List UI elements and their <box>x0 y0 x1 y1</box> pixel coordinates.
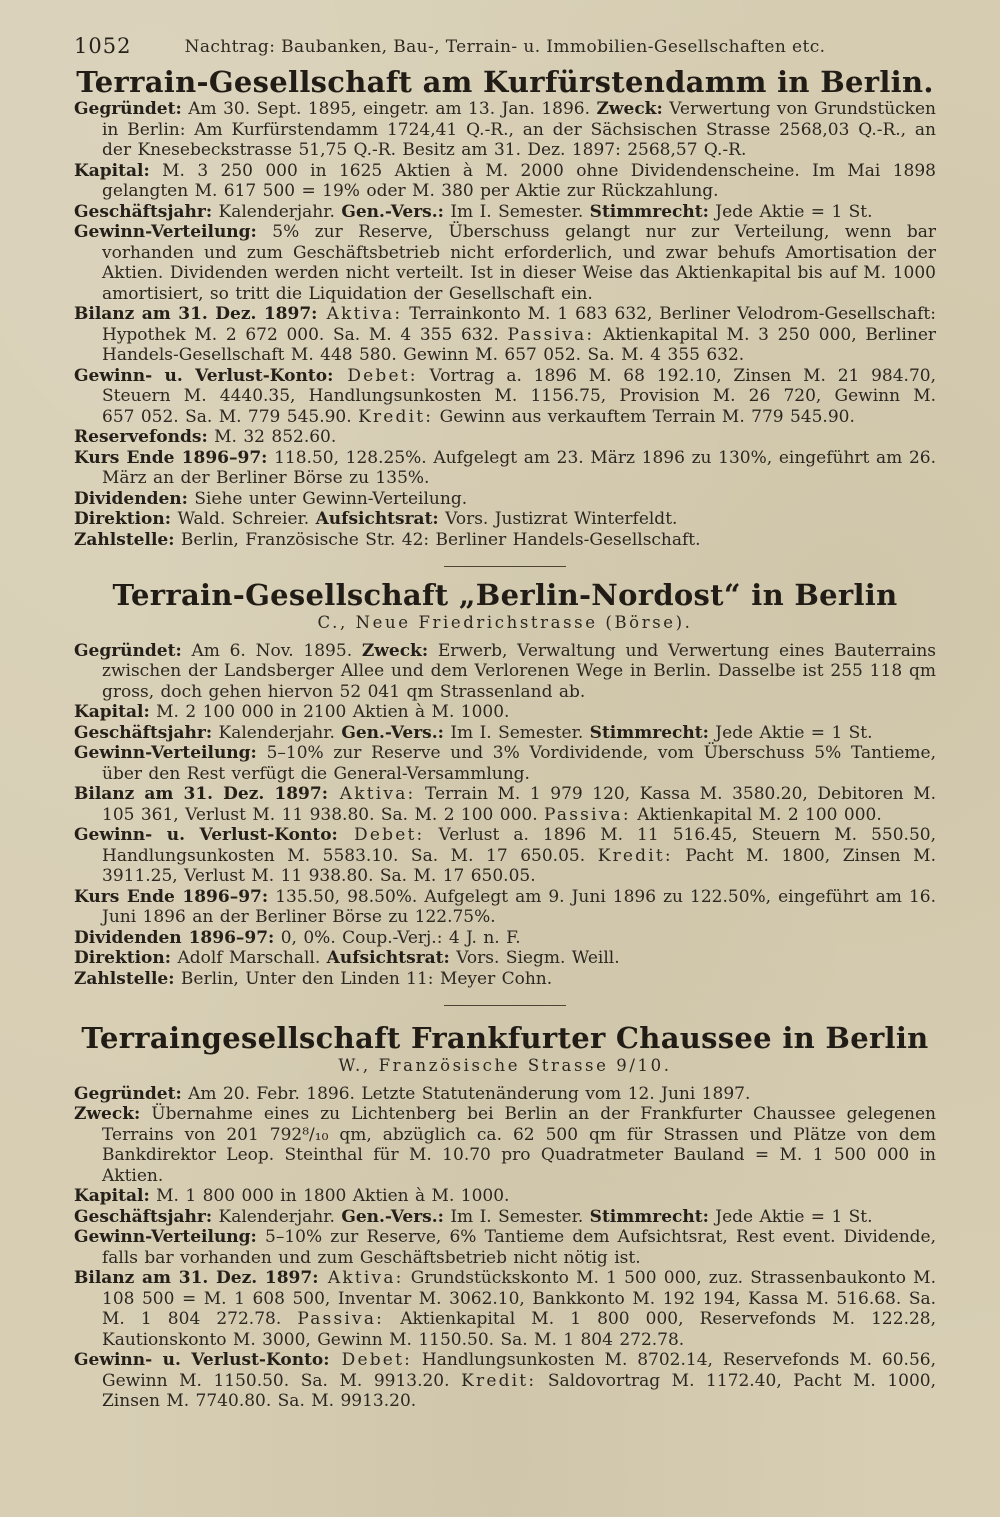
entry-title: Terrain-Gesellschaft „Berlin-Nordost“ in Berlin <box>112 578 898 613</box>
field-text: 118.50, 128.25%. Aufgelegt am 23. März 1896 zu 130%, eingeführt am 26. März an der Berliner Börse zu 135%. <box>102 447 936 489</box>
spaced-term: Debet: <box>337 825 425 846</box>
field-text: 135.50, 98.50%. Aufgelegt am 9. Juni 1896 zu 122.50%, eingeführt am 16. Juni 1896 an der Berliner Börse zu 122.75%. <box>102 886 936 928</box>
field-text: Vors. Justizrat Winterfeldt. <box>438 509 678 530</box>
spaced-term: Kredit: <box>461 1370 537 1391</box>
running-title: Nachtrag: Baubanken, Bau-, Terrain- u. Immobilien-Gesellschaften etc. <box>184 37 826 57</box>
field-text: Jede Aktie = 1 St. <box>708 1206 873 1227</box>
field-label: Bilanz am 31. Dez. 1897: <box>74 784 328 805</box>
entry-terrain-gesellschaft-berlin-nordost <box>74 579 936 989</box>
entry-body <box>74 1084 936 1412</box>
entry-paragraph <box>74 928 936 949</box>
entry-paragraph <box>74 641 936 703</box>
field-text: Siehe unter Gewinn-Verteilung. <box>187 488 468 509</box>
field-text: Aktienkapital M. 1 800 000, Reservefonds M. 122.28, Kautionskonto M. 3000, Gewinn M. 1150.50. Sa. M. 1 804 272.78. <box>102 1309 937 1350</box>
field-text: 5–10% zur Reserve und 3% Vordividende, vom Überschuss 5% Tantieme, über den Rest verfügt die General-Versammlung. <box>102 743 936 784</box>
running-header <box>74 34 936 60</box>
page-number: 1052 <box>74 34 132 58</box>
entry-paragraph <box>74 161 936 202</box>
field-label: Gen.-Vers.: <box>341 722 444 743</box>
field-text: Wald. Schreier. <box>171 509 316 530</box>
field-label: Gegründet: <box>74 640 182 661</box>
entry-paragraph <box>74 509 936 530</box>
field-text: M. 3 250 000 in 1625 Aktien à M. 2000 ohne Dividendenscheine. Im Mai 1898 gelangten M. 617 500 = 19% oder M. 380 per Aktie zur Rückzahlung. <box>102 160 936 202</box>
section-divider <box>444 1005 566 1006</box>
entry-title: Terraingesellschaft Frankfurter Chaussee in Berlin <box>81 1021 929 1056</box>
field-text: Terrain M. 1 979 120, Kassa M. 3580.20, Debitoren M. 105 361, Verlust M. 11 938.80. Sa. M. 2 100 000. <box>102 784 936 825</box>
field-text: Im I. Semester. <box>443 201 590 222</box>
field-label: Reservefonds: <box>74 427 208 448</box>
spaced-term: Debet: <box>329 1350 413 1371</box>
field-label: Gewinn- u. Verlust-Konto: <box>74 365 334 386</box>
entry-body <box>74 641 936 990</box>
field-text: Im I. Semester. <box>443 722 590 743</box>
field-label: Kapital: <box>74 702 150 723</box>
field-label: Gen.-Vers.: <box>341 1206 444 1227</box>
field-text: Adolf Marschall. <box>171 948 327 969</box>
entry-paragraph <box>74 427 936 448</box>
entry-terrain-gesellschaft-kurfuerstendamm <box>74 66 936 550</box>
field-text: Erwerb, Verwaltung und Verwertung eines Bauterrains zwischen der Landsberger Allee und dem Verlorenen Wege in Berlin. Dasselbe ist 255 118 qm gross, doch gehen hiervon 52 041 qm Strassenland ab. <box>102 640 936 702</box>
field-label: Zweck: <box>361 640 429 661</box>
field-label: Geschäftsjahr: <box>74 201 213 222</box>
field-label: Gegründet: <box>74 1083 182 1104</box>
field-text: Gewinn aus verkauftem Terrain M. 779 545.90. <box>433 406 855 427</box>
entry-paragraph <box>74 448 936 489</box>
field-label: Geschäftsjahr: <box>74 1206 213 1227</box>
section-divider <box>444 566 566 567</box>
field-text: Jede Aktie = 1 St. <box>708 201 873 222</box>
spaced-term: Aktiva: <box>317 304 403 325</box>
entry-paragraph <box>74 489 936 510</box>
field-text: 5% zur Reserve, Überschuss gelangt nur zur Verteilung, wenn bar vorhanden und zum Geschäftsbetrieb nicht erforderlich, und zwar behufs Amortisation der Aktien. Dividenden werden nicht verteilt. Ist in dieser Weise das Aktienkapital bis auf M. 1000 amortisiert, so tritt die Liquidation der Gesellschaft ein. <box>102 222 936 304</box>
field-label: Gewinn-Verteilung: <box>74 743 257 764</box>
field-label: Zweck: <box>596 99 663 120</box>
field-label: Gewinn-Verteilung: <box>74 1227 257 1248</box>
field-text: Im I. Semester. <box>443 1206 590 1227</box>
field-label: Kurs Ende 1896–97: <box>74 886 269 907</box>
entry-title: Terrain-Gesellschaft am Kurfürstendamm in Berlin. <box>76 65 934 99</box>
entry-paragraph <box>74 784 936 825</box>
entry-paragraph <box>74 1350 936 1412</box>
field-text: Verwertung von Grundstücken in Berlin: Am Kurfürstendamm 1724,41 Q.-R., an der Sächsischen Strasse 2568,03 Q.-R., an der Knesebeckstrasse 51,75 Q.-R. Besitz am 31. Dez. 1897: 2568,57 Q.-R. <box>102 99 936 161</box>
spaced-term: Aktiva: <box>318 1268 404 1289</box>
field-text: Pacht M. 1800, Zinsen M. 3911.25, Verlust M. 11 938.80. Sa. M. 17 650.05. <box>102 845 936 887</box>
field-label: Bilanz am 31. Dez. 1897: <box>74 1268 319 1289</box>
entry-paragraph <box>74 887 936 928</box>
entry-paragraph <box>74 202 936 223</box>
entry-paragraph <box>74 825 936 887</box>
field-label: Stimmrecht: <box>589 201 709 222</box>
entry-paragraph <box>74 304 936 366</box>
entry-paragraph <box>74 743 936 784</box>
field-text: Übernahme eines zu Lichtenberg bei Berlin an der Frankfurter Chaussee gelegenen Terrains von 201 792⁸/₁₀ qm, abzüglich ca. 62 500 qm für Strassen und Plätze von dem Bankdirektor Leop. Steinthal für M. 10.70 pro Quadratmeter Bauland = M. 1 500 000 in Aktien. <box>102 1104 936 1186</box>
field-label: Gen.-Vers.: <box>341 201 444 222</box>
field-label: Stimmrecht: <box>589 1206 709 1227</box>
entry-paragraph <box>74 969 936 990</box>
field-text: Terrainkonto M. 1 683 632, Berliner Velodrom-Gesellschaft: Hypothek M. 2 672 000. Sa. M. 4 355 632. <box>102 304 936 345</box>
field-label: Zahlstelle: <box>74 529 175 550</box>
entry-paragraph <box>74 222 936 304</box>
entry-paragraph <box>74 1268 936 1350</box>
spaced-term: Passiva: <box>544 804 631 825</box>
field-text: Vortrag a. 1896 M. 68 192.10, Zinsen M. 21 984.70, Steuern M. 4440.35, Handlungsunkosten M. 1156.75, Provision M. 26 720, Gewinn M. 657 052. Sa. M. 779 545.90. <box>102 365 936 427</box>
field-text: Aktienkapital M. 3 250 000, Berliner Handels-Gesellschaft M. 448 580. Gewinn M. 657 052. Sa. M. 4 355 632. <box>102 324 937 366</box>
field-label: Bilanz am 31. Dez. 1897: <box>74 304 318 325</box>
entry-paragraph <box>74 99 936 161</box>
entry-body <box>74 99 936 550</box>
field-text: M. 2 100 000 in 2100 Aktien à M. 1000. <box>149 702 510 723</box>
field-label: Geschäftsjahr: <box>74 722 213 743</box>
field-label: Dividenden: <box>74 488 188 509</box>
field-label: Aufsichtsrat: <box>315 509 439 530</box>
entry-paragraph <box>74 1227 936 1268</box>
field-text: Am 30. Sept. 1895, eingetr. am 13. Jan. 1896. <box>181 99 597 120</box>
field-label: Zweck: <box>74 1104 141 1125</box>
field-text: Berlin, Unter den Linden 11: Meyer Cohn. <box>174 968 553 989</box>
spaced-term: Kredit: <box>358 406 434 427</box>
field-text: 0, 0%. Coup.-Verj.: 4 J. n. F. <box>274 927 521 948</box>
field-text: Kalenderjahr. <box>212 722 342 743</box>
entry-paragraph <box>74 1084 936 1105</box>
entry-terraingesellschaft-frankfurter-chaussee <box>74 1022 936 1411</box>
field-label: Gewinn- u. Verlust-Konto: <box>74 825 338 846</box>
spaced-term: Kredit: <box>597 845 673 866</box>
field-label: Stimmrecht: <box>589 722 709 743</box>
spaced-term: Aktiva: <box>327 784 416 805</box>
spaced-term: Passiva: <box>297 1309 385 1330</box>
field-text: 5–10% zur Reserve, 6% Tantieme dem Aufsichtsrat, Rest event. Dividende, falls bar vorhanden und zum Geschäftsbetrieb nicht nötig ist. <box>102 1227 936 1268</box>
field-label: Gewinn- u. Verlust-Konto: <box>74 1350 330 1371</box>
field-text: Am 20. Febr. 1896. Letzte Statutenänderung vom 12. Juni 1897. <box>181 1083 751 1104</box>
field-text: Kalenderjahr. <box>212 1206 342 1227</box>
field-text: Jede Aktie = 1 St. <box>708 722 873 743</box>
field-label: Direktion: <box>74 948 172 969</box>
entry-paragraph <box>74 948 936 969</box>
field-label: Kapital: <box>74 1186 150 1207</box>
field-text: M. 1 800 000 in 1800 Aktien à M. 1000. <box>149 1186 510 1207</box>
spaced-term: Debet: <box>333 365 418 386</box>
entry-address: C., Neue Friedrichstrasse (Börse). <box>317 612 693 632</box>
entry-paragraph <box>74 366 936 428</box>
field-label: Gewinn-Verteilung: <box>74 222 257 243</box>
field-label: Kapital: <box>74 160 150 181</box>
field-label: Zahlstelle: <box>74 968 175 989</box>
field-label: Direktion: <box>74 509 172 530</box>
entry-paragraph <box>74 1207 936 1228</box>
entry-paragraph <box>74 1186 936 1207</box>
field-text: Aktienkapital M. 2 100 000. <box>630 804 882 825</box>
entry-address: W., Französische Strasse 9/10. <box>338 1055 672 1075</box>
field-label: Dividenden 1896–97: <box>74 927 275 948</box>
field-text: Grundstückskonto M. 1 500 000, zuz. Strassenbaukonto M. 108 500 = M. 1 608 500, Inventar M. 3062.10, Bankkonto M. 192 194, Kassa M. 516.68. Sa. M. 1 804 272.78. <box>102 1268 936 1330</box>
field-text: Handlungsunkosten M. 8702.14, Reservefonds M. 60.56, Gewinn M. 1150.50. Sa. M. 9913.20. <box>102 1350 936 1391</box>
field-text: Vors. Siegm. Weill. <box>449 948 620 969</box>
entry-paragraph <box>74 530 936 551</box>
field-text: Am 6. Nov. 1895. <box>181 640 362 661</box>
field-text: Kalenderjahr. <box>212 201 342 222</box>
field-label: Kurs Ende 1896–97: <box>74 447 268 468</box>
spaced-term: Passiva: <box>507 324 595 345</box>
entry-paragraph <box>74 702 936 723</box>
entry-paragraph <box>74 723 936 744</box>
field-text: Verlust a. 1896 M. 11 516.45, Steuern M. 550.50, Handlungsunkosten M. 5583.10. Sa. M. 17 650.05. <box>102 825 936 866</box>
field-text: M. 32 852.60. <box>207 427 337 448</box>
field-text: Berlin, Französische Str. 42: Berliner Handels-Gesellschaft. <box>174 529 701 550</box>
field-label: Aufsichtsrat: <box>326 948 450 969</box>
entry-paragraph <box>74 1104 936 1186</box>
field-text: Saldovortrag M. 1172.40, Pacht M. 1000, Zinsen M. 7740.80. Sa. M. 9913.20. <box>102 1370 936 1412</box>
field-label: Gegründet: <box>74 99 182 120</box>
